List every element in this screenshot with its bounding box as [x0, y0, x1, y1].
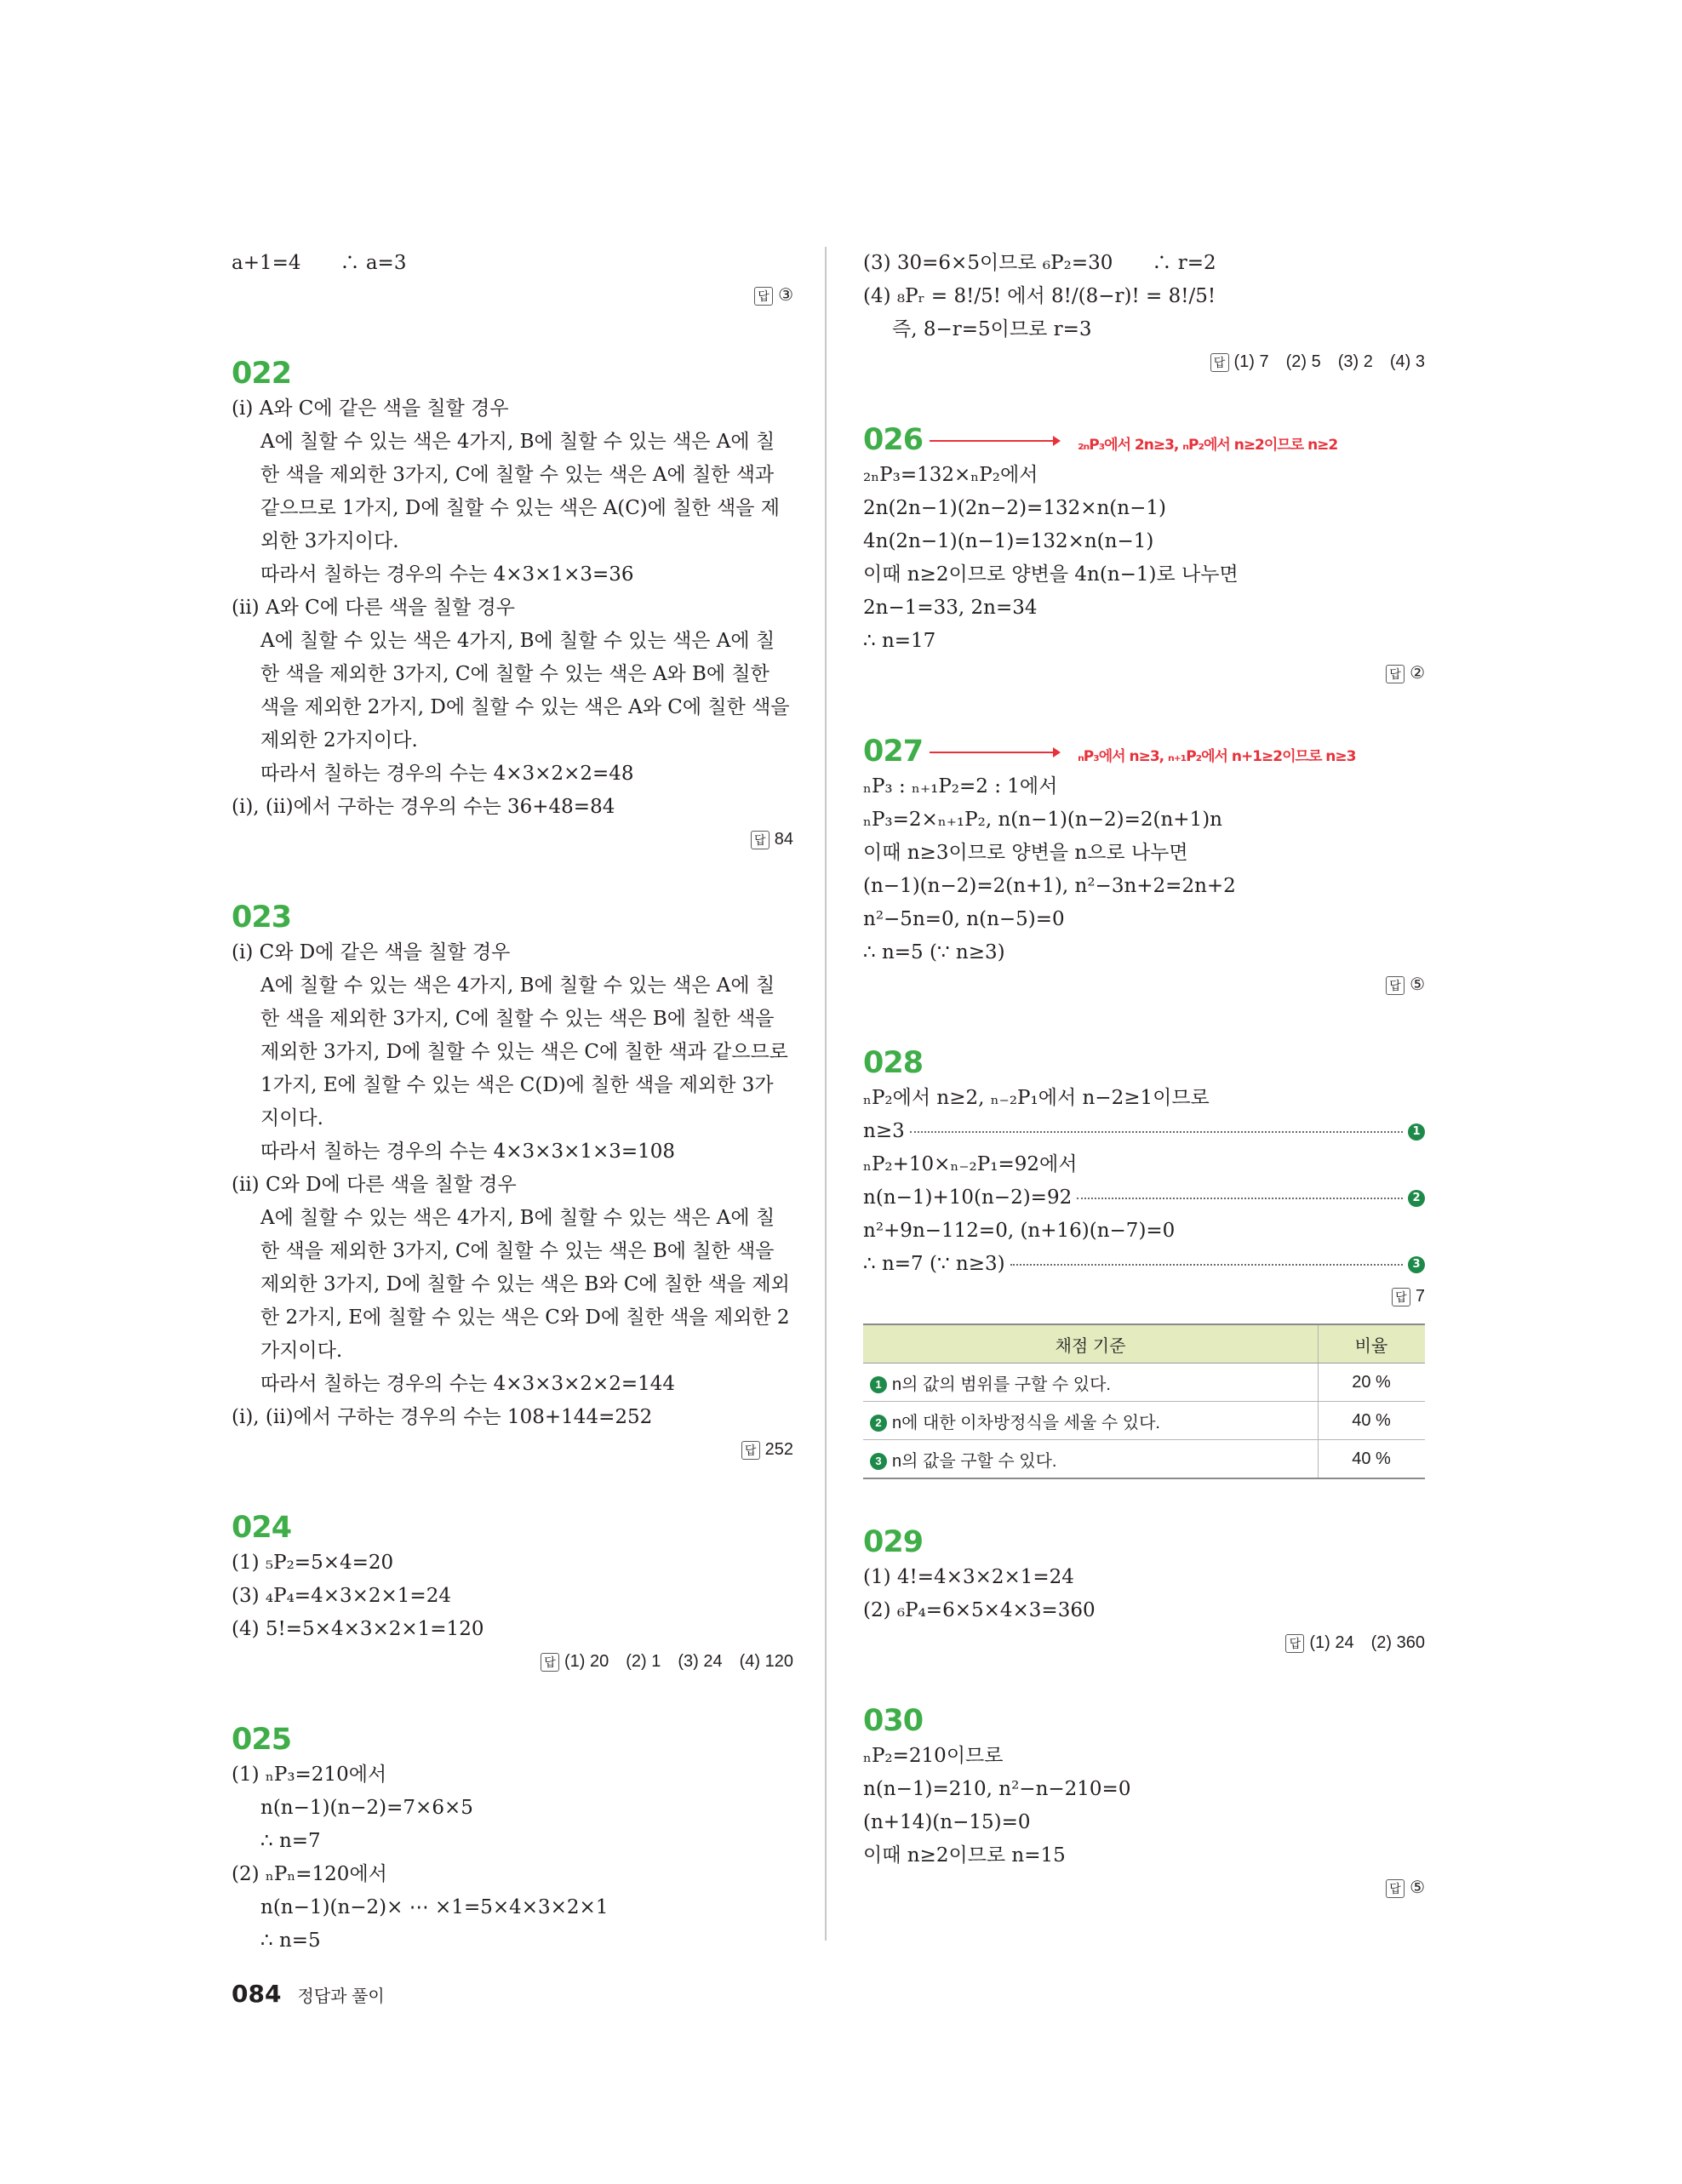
step-marker-icon: 3	[1408, 1256, 1425, 1273]
step-row: n≥3 1	[863, 1115, 1425, 1148]
table-row: 1 n의 값의 범위를 구할 수 있다. 20 %	[863, 1364, 1425, 1402]
table-row: 2 n에 대한 이차방정식을 세울 수 있다. 40 %	[863, 1402, 1425, 1440]
step-marker-icon: 1	[870, 1376, 887, 1393]
solution-023: (ⅰ) C와 D에 같은 색을 칠할 경우 A에 칠할 수 있는 색은 4가지, B에 칠할 수 있는 색은 A에 칠 한 색을 제외한 3가지, C에 칠할 수 있는 색은 B에 칠한 색을 제외한 3가지, D에 칠할 수 있는 색은 C에 칠한 색과 같으므로 1가지, E에 칠할 수 있는 색은 C(D)에 칠한 색을 제외한 3가 지이다. 따라서 칠하는 경우의 수는 4×3×3×1×3=108 (ⅱ) C와 D에 다른 색을 칠할 경우 A에 칠할 수 있는 색은 4가지, B에 칠할 수 있는 색은 A에 칠 한 색을 제외한 3가지, C에 칠할 수 있는 색은 B에 칠한 색을 제외한 3가지, D에 칠할 수 있는 색은 B와 C에 칠한 색을 제외 한 2가지, E에 칠할 수 있는 색은 C와 D에 칠한 색을 제외한 2 가지이다. 따라서 칠하는 경우의 수는 4×3×3×2×2=144 (ⅰ), (ⅱ)에서 구하는 경우의 수는 108+144=252	[232, 941, 790, 1428]
solution-022: (ⅰ) A와 C에 같은 색을 칠할 경우 A에 칠할 수 있는 색은 4가지, B에 칠할 수 있는 색은 A에 칠 한 색을 제외한 3가지, C에 칠할 수 있는 색은 A에 칠한 색과 같으므로 1가지, D에 칠할 수 있는 색은 A(C)에 칠한 색을 제 외한 3가지이다. 따라서 칠하는 경우의 수는 4×3×1×3=36 (ⅱ) A와 C에 다른 색을 칠할 경우 A에 칠할 수 있는 색은 4가지, B에 칠할 수 있는 색은 A에 칠 한 색을 제외한 3가지, C에 칠할 수 있는 색은 A와 B에 칠한 색을 제외한 2가지, D에 칠할 수 있는 색은 A와 C에 칠한 색을 제외한 2가지이다. 따라서 칠하는 경우의 수는 4×3×2×2=48 (ⅰ), (ⅱ)에서 구하는 경우의 수는 36+48=84	[232, 397, 790, 818]
solution-025-continued: (3) 30=6×5이므로 ₆P₂=30 ∴ r=2 (4) ₈Pᵣ = 8!/5! 에서 8!/(8−r)! = 8!/5! 즉, 8−r=5이므로 r=3	[863, 252, 1216, 340]
answer-icon: 답	[1386, 665, 1405, 683]
solution-029: (1) 4!=4×3×2×1=24 (2) ₆P₄=6×5×4×3=360	[863, 1566, 1096, 1621]
answer-icon: 답	[741, 1441, 760, 1460]
question-number: 026 ₂ₙP₃에서 2n≥3, ₙP₂에서 n≥2이므로 n≥2	[863, 423, 1338, 457]
left-column	[232, 247, 793, 1958]
answer-icon: 답	[1210, 353, 1229, 372]
answer-icon: 답	[1285, 1634, 1304, 1653]
answer-line: 답 ⑤	[863, 969, 1425, 1000]
answer-icon: 답	[1386, 976, 1405, 995]
solution-025: (1) ₙP₃=210에서 n(n−1)(n−2)=7×6×5 ∴ n=7 (2) ₙPₙ=120에서 n(n−1)(n−2)× ⋯ ×1=5×4×3×2×1 ∴ n=5	[232, 1764, 609, 1952]
answer-line: 답 (1) 7 (2) 5 (3) 2 (4) 3	[863, 346, 1425, 377]
solution-026: ₂ₙP₃=132×ₙP₂에서 2n(2n−1)(2n−2)=132×n(n−1) 4n(2n−1)(n−1)=132×n(n−1) 이때 n≥2이므로 양변을 4n(n−1)로 나누면 2n−1=33, 2n=34 ∴ n=17	[863, 464, 1239, 652]
arrow-icon	[930, 752, 1057, 753]
question-number: 030	[863, 1704, 924, 1738]
step-marker-icon: 1	[1408, 1123, 1425, 1141]
table-header: 채점 기준	[863, 1324, 1319, 1364]
grading-table	[863, 1324, 1425, 1479]
continued-line: a+1=4 ∴ a=3	[232, 252, 407, 274]
question-number: 027 ₙP₃에서 n≥3, ₙ₊₁P₂에서 n+1≥2이므로 n≥3	[863, 735, 1356, 769]
footer-title: 정답과 풀이	[297, 1987, 385, 2006]
answer-icon: 답	[1386, 1879, 1405, 1898]
question-number: 028	[863, 1046, 924, 1080]
table-header: 비율	[1319, 1324, 1426, 1364]
step-marker-icon: 2	[1408, 1190, 1425, 1207]
question-number: 024	[232, 1511, 292, 1545]
solution-028: ₙP₂에서 n≥2, ₙ₋₂P₁에서 n−2≥1이므로 n≥3 1 ₙP₂+10×ₙ₋₂P₁=92에서 n(n−1)+10(n−2)=92 2 n²+9n−112=0, (n+16)(n−7)=0 ∴ n=7 (∵ n≥3) 3	[863, 1082, 1425, 1281]
answer-icon: 답	[754, 287, 773, 306]
step-row: n(n−1)+10(n−2)=92 2	[863, 1181, 1425, 1215]
answer-line: 답 7	[863, 1281, 1425, 1312]
solution-030: ₙP₂=210이므로 n(n−1)=210, n²−n−210=0 (n+14)(n−15)=0 이때 n≥2이므로 n=15	[863, 1745, 1131, 1867]
column-divider	[825, 247, 827, 1941]
answer-icon: 답	[751, 831, 769, 849]
side-note: ₙP₃에서 n≥3, ₙ₊₁P₂에서 n+1≥2이므로 n≥3	[1078, 748, 1356, 765]
question-number: 029	[863, 1525, 924, 1559]
step-marker-icon: 2	[870, 1415, 887, 1432]
question-number: 025	[232, 1723, 292, 1757]
answer-line: 답 (1) 24 (2) 360	[863, 1627, 1425, 1658]
step-row: ∴ n=7 (∵ n≥3) 3	[863, 1248, 1425, 1281]
arrow-icon	[930, 440, 1057, 442]
answer-icon: 답	[1392, 1288, 1410, 1306]
table-row: 3 n의 값을 구할 수 있다. 40 %	[863, 1440, 1425, 1479]
question-number: 023	[232, 900, 292, 935]
right-column	[863, 247, 1425, 1903]
answer-line: 답 ②	[863, 658, 1425, 689]
page-footer	[232, 1980, 385, 2008]
answer-line: 답 252	[232, 1434, 793, 1465]
side-note: ₂ₙP₃에서 2n≥3, ₙP₂에서 n≥2이므로 n≥2	[1078, 437, 1338, 454]
answer-line: 답 ③	[232, 280, 793, 311]
answer-line: 답 (1) 20 (2) 1 (3) 24 (4) 120	[232, 1646, 793, 1677]
step-marker-icon: 3	[870, 1453, 887, 1470]
answer-line: 답 ⑤	[863, 1872, 1425, 1903]
solution-024: (1) ₅P₂=5×4=20 (3) ₄P₄=4×3×2×1=24 (4) 5!=5×4×3×2×1=120	[232, 1552, 484, 1640]
answer-icon: 답	[541, 1653, 559, 1672]
question-number: 022	[232, 357, 292, 391]
page-number: 084	[232, 1980, 282, 2008]
solution-027: ₙP₃ : ₙ₊₁P₂=2 : 1에서 ₙP₃=2×ₙ₊₁P₂, n(n−1)(n−2)=2(n+1)n 이때 n≥3이므로 양변을 n으로 나누면 (n−1)(n−2)=2(n+1), n²−3n+2=2n+2 n²−5n=0, n(n−5)=0 ∴ n=5 (∵ n≥3)	[863, 775, 1236, 963]
answer-line: 답 84	[232, 824, 793, 855]
